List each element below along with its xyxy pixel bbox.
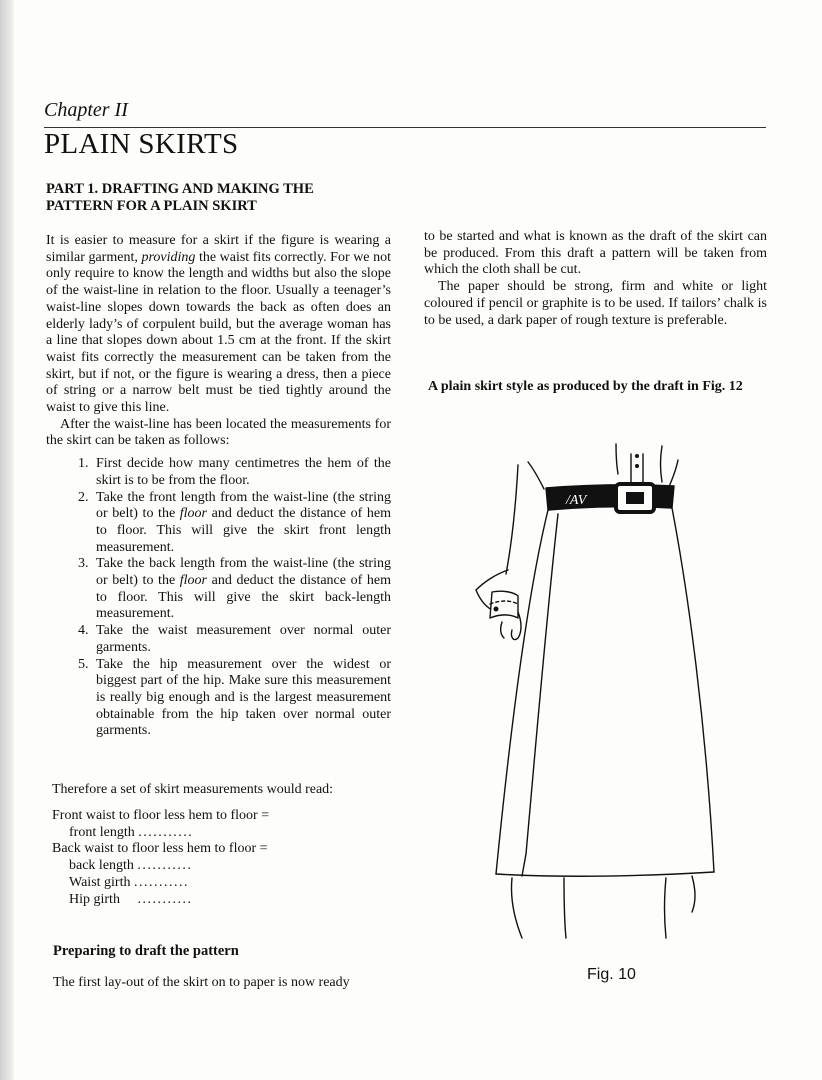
waist-girth-label: Waist girth (69, 874, 131, 890)
front-line: Front waist to floor less hem to floor = (52, 808, 270, 823)
hip-girth-label: Hip girth (69, 891, 120, 907)
leader-dots: ........... (133, 874, 189, 890)
page-title: PLAIN SKIRTS (44, 128, 239, 160)
figure-caption: A plain skirt style as produced by the draft in Fig. 12 (428, 379, 743, 394)
step-italic: floor (179, 573, 208, 589)
step-item (46, 556, 391, 623)
back-length-label: back length (69, 858, 134, 874)
step-italic: floor (179, 506, 208, 522)
back-line: Back waist to floor less hem to floor = (52, 841, 268, 857)
chapter-label: Chapter II (44, 99, 128, 121)
intro-text: It is easier to measure for a skirt if the figure is wearing a similar garment, (46, 233, 391, 265)
waist-girth-row (52, 875, 269, 892)
left-column (46, 233, 391, 740)
step-item (46, 623, 391, 656)
right-column (424, 229, 767, 329)
step-number: 5. (78, 656, 89, 672)
measurement-list (52, 808, 269, 908)
leader-dots: ........... (137, 858, 193, 874)
step-number: 1. (78, 456, 89, 472)
belt-text: /AV (566, 493, 587, 508)
step-text: Take the front length from the waist-line (the string or belt) to the (96, 489, 391, 522)
step-item (46, 456, 391, 489)
back-length-row (52, 858, 269, 875)
step-text: and deduct the distance of hem to floor. This will give the skirt back-length measurement. (96, 573, 391, 622)
measurement-steps (46, 456, 391, 740)
leader-dots: ........... (138, 824, 194, 840)
step-text: and deduct the distance of hem to floor. This will give the skirt front length measurement. (96, 506, 391, 555)
prep-heading: Preparing to draft the pattern (53, 943, 239, 959)
hip-girth-row (52, 892, 269, 909)
step-item (46, 657, 391, 741)
front-length-row (52, 825, 269, 842)
figure-label: Fig. 10 (587, 966, 636, 983)
step-text: Take the hip measurement over the widest or biggest part of the hip. Make sure this measurement is really big enough and is the largest measurement obtainable from the hip taken over normal outer garments. (96, 656, 391, 739)
step-number: 3. (78, 556, 89, 572)
step-text: Take the back length from the waist-line (the string or belt) to the (96, 556, 391, 589)
part-heading (46, 181, 376, 215)
prep-text: The first lay-out of the skirt on to paper is now ready (53, 975, 350, 990)
part-heading-line-2: PATTERN FOR A PLAIN SKIRT (46, 198, 257, 214)
intro-text-rest: the waist fits correctly. For we not only require to know the length and widths but also the slope of the waist-line in relation to the floor. Usually a teenager’s waist-line slopes down towards the back as often does an elderly lady’s of corpulent build, but the average woman has a line that slopes down about 1.5 cm at the front. If the skirt waist fits correctly the measurement can be taken from the skirt, but if not, or the figure is wearing a dress, then a piece of string or a narrow belt must be tied tightly around the waist to give this line. (46, 249, 391, 416)
step-text: Take the waist measurement over normal outer garments. (96, 623, 391, 655)
step-number: 4. (78, 623, 89, 639)
page-spine-shadow (0, 0, 14, 1080)
plain-skirt-illustration (466, 442, 726, 947)
right-paragraph-2: The paper should be strong, firm and white or light coloured if pencil or graphite is to be used. If tailors’ chalk is to be used, a dark paper of rough texture is preferable. (424, 279, 767, 328)
after-paragraph: After the waist-line has been located the measurements for the skirt can be taken as follows: (46, 416, 391, 449)
front-length-label: front length (69, 824, 135, 840)
therefore-line: Therefore a set of skirt measurements would read: (52, 782, 334, 797)
leader-dots: ........... (137, 891, 193, 907)
part-heading-line-1: PART 1. DRAFTING AND MAKING THE (46, 181, 314, 197)
right-paragraph-1: to be started and what is known as the draft of the skirt can be produced. From this draft a pattern will be taken from which the cloth shall be cut. (424, 229, 767, 278)
step-text: First decide how many centimetres the hem of the skirt is to be from the floor. (96, 456, 391, 488)
intro-italic: providing (141, 249, 196, 265)
intro-paragraph (46, 233, 391, 417)
step-item (46, 490, 391, 557)
bleed-through-edge (776, 0, 822, 130)
step-number: 2. (78, 489, 89, 505)
